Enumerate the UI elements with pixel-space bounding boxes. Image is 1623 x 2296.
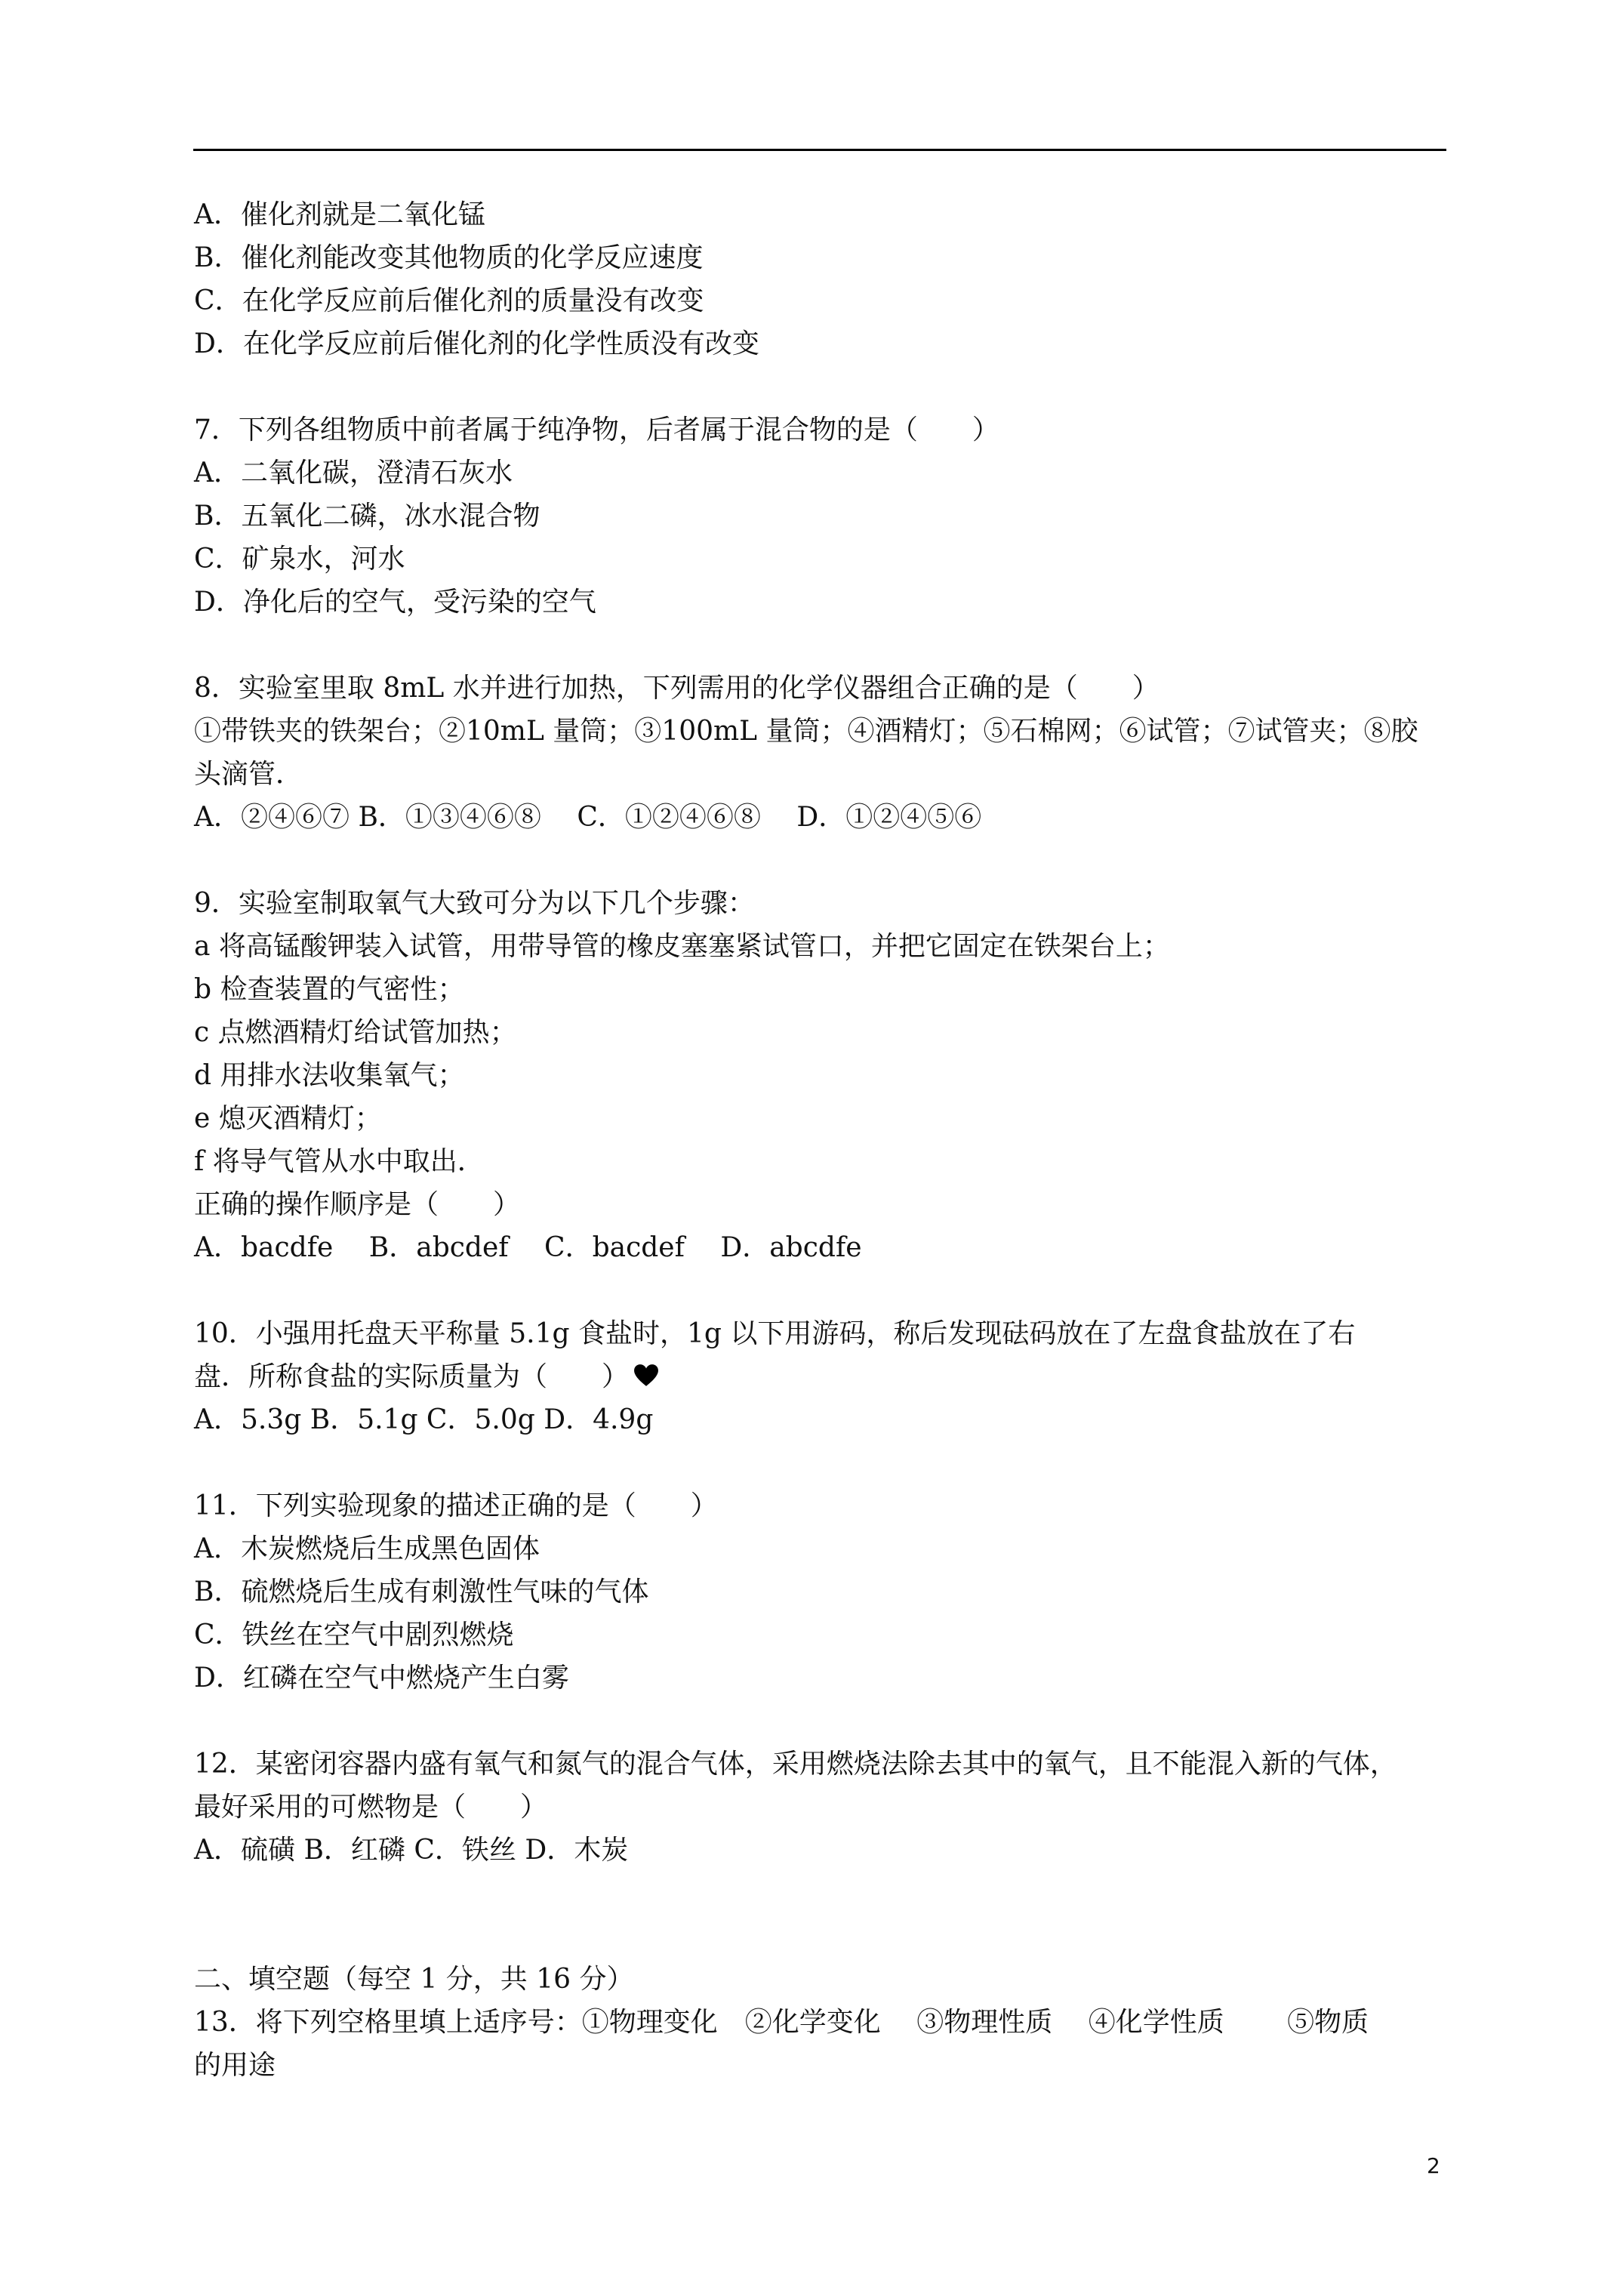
page-content — [194, 193, 1447, 2087]
q9-question: 正确的操作顺序是（ ） — [194, 1189, 521, 1220]
q11-option-c: C．铁丝在空气中剧烈燃烧 — [194, 1620, 514, 1650]
q6-option-d: D．在化学反应前后催化剂的化学性质没有改变 — [194, 328, 759, 359]
q6-option-c: C．在化学反应前后催化剂的质量没有改变 — [194, 285, 704, 316]
q11-option-d: D．红磷在空气中燃烧产生白雾 — [194, 1663, 569, 1693]
question-10 — [194, 1312, 1447, 1441]
q10-stem-line-2-text: 盘．所称食盐的实际质量为（ ） — [194, 1361, 630, 1392]
q9-step-c: c 点燃酒精灯给试管加热； — [194, 1017, 517, 1048]
q7-option-a: A．二氧化碳，澄清石灰水 — [194, 458, 513, 488]
q8-options: A．②④⑥⑦ B．①③④⑥⑧ C．①②④⑥⑧ D．①②④⑤⑥ — [194, 802, 982, 833]
q10-stem-line-2 — [194, 1355, 1447, 1398]
q8-list-line-1: ①带铁夹的铁架台；②10mL 量筒；③100mL 量筒；④酒精灯；⑤石棉网；⑥试管；⑦试管夹；⑧胶 — [194, 716, 1418, 747]
q7-option-b: B．五氧化二磷，冰水混合物 — [194, 501, 540, 532]
header-rule — [193, 149, 1446, 151]
question-6-options — [194, 193, 1447, 365]
q13-line-1: 13．将下列空格里填上适序号：①物理变化 ②化学变化 ③物理性质 ④化学性质 ⑤物质 — [194, 2007, 1369, 2038]
q9-stem: 9．实验室制取氧气大致可分为以下几个步骤： — [194, 888, 755, 919]
page-number: 2 — [1427, 2153, 1440, 2178]
q9-step-f: f 将导气管从水中取出． — [194, 1146, 485, 1177]
q9-step-a: a 将高锰酸钾装入试管，用带导管的橡皮塞塞紧试管口，并把它固定在铁架台上； — [194, 931, 1170, 962]
section-2 — [194, 1958, 1447, 2087]
q11-stem: 11．下列实验现象的描述正确的是（ ） — [194, 1490, 718, 1521]
q9-options: A．bacdfe B．abcdef C．bacdef D．abcdfe — [194, 1232, 862, 1263]
q6-option-a: A．催化剂就是二氧化锰 — [194, 199, 485, 230]
q11-option-b: B．硫燃烧后生成有刺激性气味的气体 — [194, 1576, 649, 1607]
question-7 — [194, 408, 1447, 624]
q8-list-line-2: 头滴管． — [194, 759, 303, 790]
q9-step-e: e 熄灭酒精灯； — [194, 1103, 382, 1134]
q11-option-a: A．木炭燃烧后生成黑色固体 — [194, 1533, 540, 1564]
q13-line-2: 的用途 — [194, 2050, 276, 2081]
q7-option-c: C．矿泉水，河水 — [194, 544, 405, 575]
q7-option-d: D．净化后的空气，受污染的空气 — [194, 587, 596, 618]
q6-option-b: B．催化剂能改变其他物质的化学反应速度 — [194, 242, 704, 273]
q12-stem-line-2: 最好采用的可燃物是（ ） — [194, 1792, 548, 1823]
q9-step-d: d 用排水法收集氧气； — [194, 1060, 465, 1091]
question-12 — [194, 1743, 1447, 1872]
q8-stem: 8．实验室里取 8mL 水并进行加热，下列需用的化学仪器组合正确的是（ ） — [194, 673, 1160, 704]
q12-stem-line-1: 12．某密闭容器内盛有氧气和氮气的混合气体，采用燃烧法除去其中的氧气，且不能混入新的气体， — [194, 1749, 1397, 1780]
question-11 — [194, 1484, 1447, 1700]
heart-icon — [633, 1363, 659, 1388]
section-2-heading: 二、填空题（每空 1 分，共 16 分） — [194, 1964, 634, 1995]
q9-step-b: b 检查装置的气密性； — [194, 974, 465, 1005]
q12-options: A．硫磺 B．红磷 C．铁丝 D．木炭 — [194, 1835, 629, 1866]
question-9 — [194, 882, 1447, 1269]
q10-options: A．5.3g B．5.1g C．5.0g D．4.9g — [194, 1404, 654, 1435]
q10-stem-line-1: 10．小强用托盘天平称量 5.1g 食盐时，1g 以下用游码，称后发现砝码放在了左盘食盐放在了右 — [194, 1318, 1356, 1349]
question-8 — [194, 667, 1447, 839]
q7-stem: 7．下列各组物质中前者属于纯净物，后者属于混合物的是（ ） — [194, 415, 999, 445]
